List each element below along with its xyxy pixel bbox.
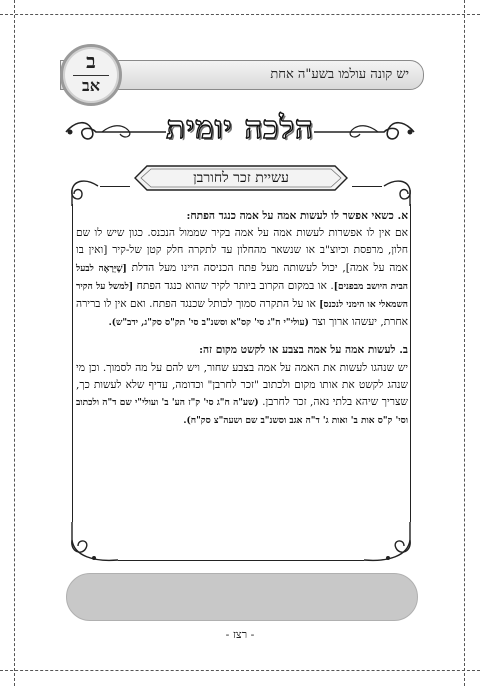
paragraph-a-heading: א. כשאי אפשר לו לעשות אמה על אמה כנגד הפתח:	[186, 210, 408, 222]
section-heading: עשיית זכר לחורבן	[193, 170, 289, 186]
frame-top-right-line	[352, 186, 382, 187]
date-badge	[60, 44, 122, 106]
paragraph-b-text: יש שנהגו לעשות את האמה על אמה בצבע שחור, ויש להם על מה לסמוך. וכן מי שנהג לקשט את אותו מקום ולכתוב "זכר לחרבן" וכדומה, עדיף שלא לעשות כך, שצריך שיהא בלתי נאה, זכר לחרבן.	[76, 361, 408, 409]
paragraph-b-source: (שע"ה ח"ג סי' ק"ז הע' ב' ועולי"י שם ד"ה ולכתוב וסי' ק"ס אות ב' ואות ג' ד"ה אגב וסשנ"ב שם ושעה"צ סק"ח).	[76, 398, 408, 427]
cut-line-top	[0, 14, 480, 15]
paragraph-b-heading: ב. לעשות אמה על אמה בצבע או לקשט מקום זה:	[199, 344, 408, 357]
corner-ornament-icon	[382, 176, 418, 206]
corner-ornament-icon	[362, 520, 418, 566]
paragraph-b	[76, 360, 408, 431]
date-day: ב	[86, 49, 96, 73]
page-title: הלכה יומית	[166, 110, 314, 146]
frame-bottom-line	[118, 560, 364, 561]
corner-ornament-icon	[64, 176, 100, 206]
paragraph-a-text-2: . או במקום הקרוב ביותר לקיר שהוא כנגד הפתח	[136, 279, 334, 292]
cut-line-right	[464, 0, 465, 686]
section-banner	[133, 164, 349, 192]
header-quote: יש קונה עולמו בשע"ה אחת	[270, 67, 409, 82]
page-number: - רצז -	[225, 628, 255, 641]
paragraph-a-note-2: [למשל על הקיר השמאלי או הימני לנכנס]	[76, 281, 408, 311]
page-title-area	[60, 108, 420, 152]
frame-left-line	[72, 204, 73, 522]
paragraph-a-text: אם אין לו אפשרות לעשות אמה על אמה בקיר שממול הנכנס. כגון שיש לו שם חלון, מרפסת וכיוצ"ב או שנשאר מהחלון עד לתקרה חלק קטן של-קיר [ואין בו אמה על אמה], יכול לעשותה מעל פתח הכניסה היינו מעל הדלת	[76, 227, 408, 274]
cut-line-bottom	[0, 670, 480, 671]
corner-ornament-icon	[64, 520, 120, 566]
date-month: אב	[82, 76, 100, 95]
paragraph-a-source: (עולי"י ח"ג סי' קס"א וסשנ"ב סי' תק"ס סק"ג, ידב"ש).	[108, 318, 309, 329]
frame-top-left-line	[100, 186, 130, 187]
halacha-body	[76, 208, 408, 430]
cut-line-left	[14, 0, 15, 686]
paragraph-a	[76, 225, 408, 332]
paragraph-a-note: [שֶׁיֵּרָאֶה לבעל הבית היושב מבפנים]	[76, 263, 408, 292]
frame-right-line	[410, 204, 411, 522]
footer-band	[66, 573, 418, 621]
paragraph-a-text-3: או על התקרה סמוך לכותל שכנגד הפתח. ואם אין לו ברירה אחרת, יעשהו ארוך וצר	[76, 298, 408, 329]
